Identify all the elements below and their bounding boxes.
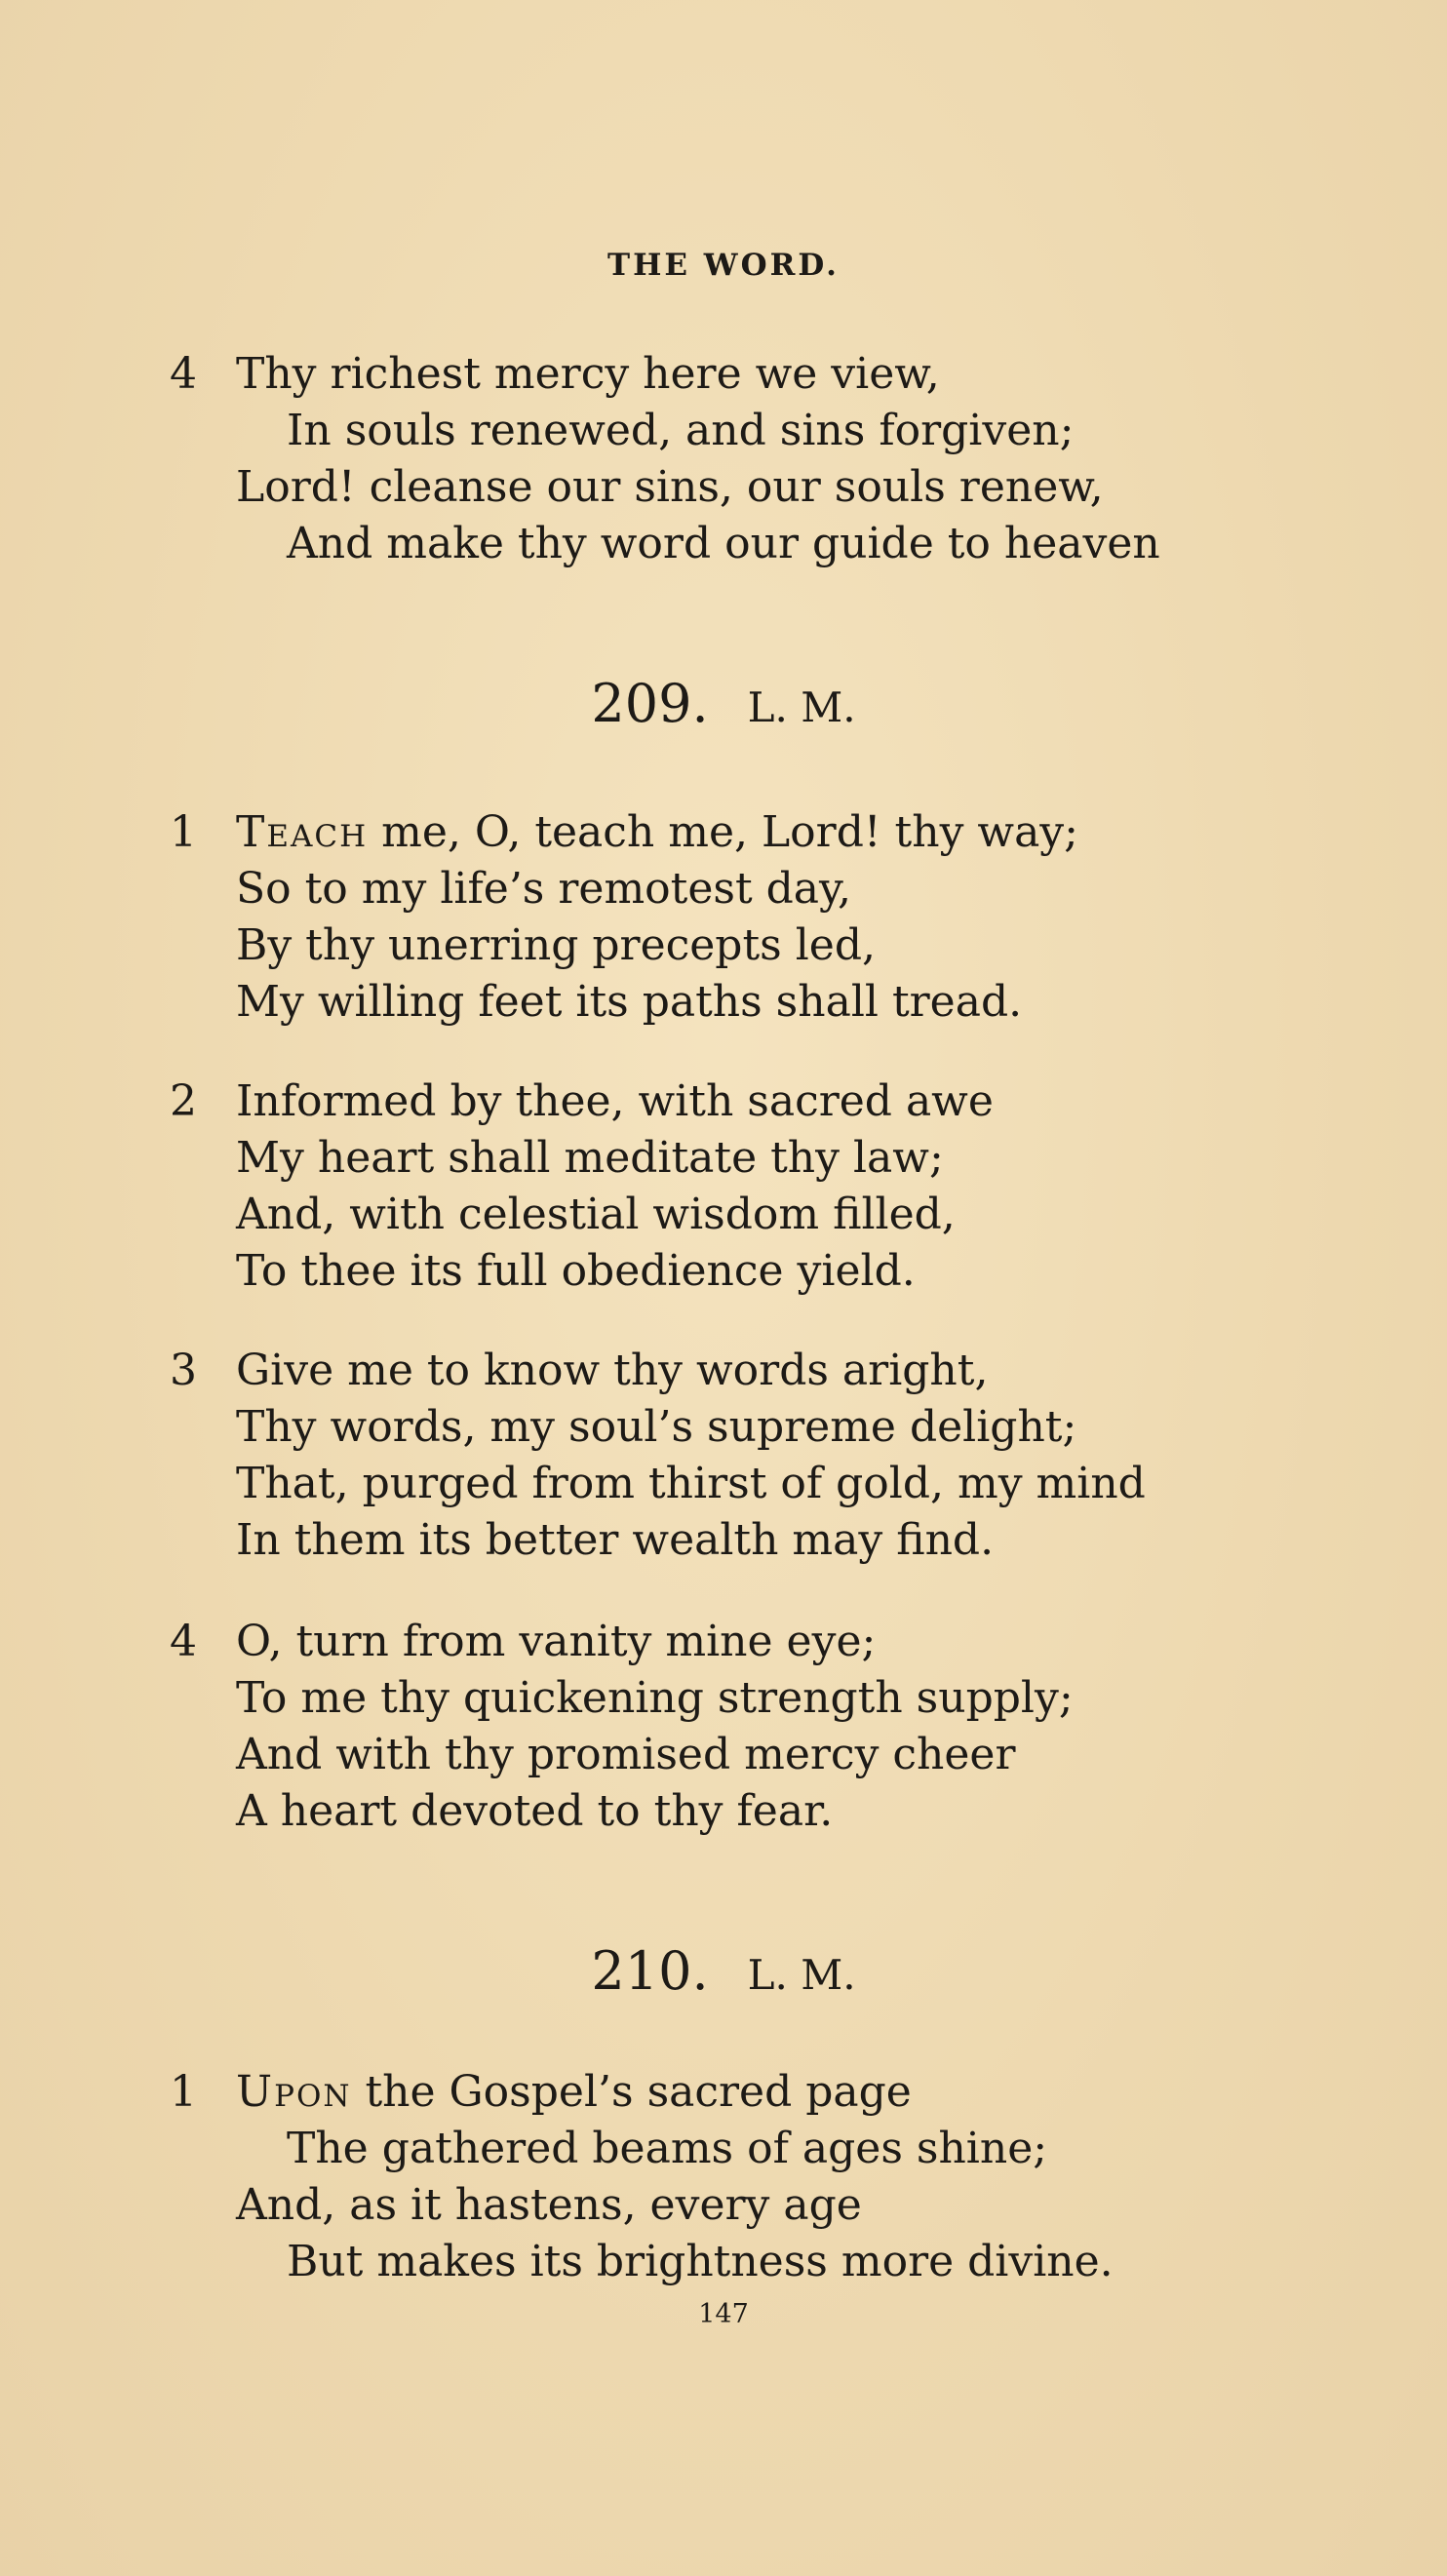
hymn-number: 210. bbox=[591, 1940, 709, 2002]
verse-number: 1 bbox=[170, 807, 197, 857]
verse-line: O, turn from vanity mine eye; bbox=[236, 1617, 877, 1666]
running-head: THE WORD. bbox=[607, 248, 840, 283]
verse-number: 4 bbox=[170, 1617, 197, 1666]
verse-line: My heart shall meditate thy law; bbox=[236, 1133, 944, 1183]
hymn-210-heading bbox=[0, 1940, 1447, 2002]
verse-line: And, with celestial wisdom filled, bbox=[236, 1190, 956, 1239]
verse-line: So to my life’s remotest day, bbox=[236, 864, 852, 914]
verse-line: Informed by thee, with sacred awe bbox=[236, 1076, 994, 1126]
verse-line: In them its better wealth may find. bbox=[236, 1515, 995, 1565]
verse-line: And with thy promised mercy cheer bbox=[236, 1730, 1016, 1779]
hymn-number: 209. bbox=[591, 673, 709, 734]
hymn-209-heading bbox=[0, 673, 1447, 734]
verse-line bbox=[236, 2065, 912, 2120]
verse-line-rest: me, O, teach me, Lord! thy way; bbox=[368, 807, 1078, 857]
verse-line: To me thy quickening strength supply; bbox=[236, 1673, 1074, 1723]
verse-line: Thy richest mercy here we view, bbox=[236, 349, 940, 399]
initial-small-caps: Upon bbox=[236, 2067, 352, 2117]
verse-line: The gathered beams of ages shine; bbox=[287, 2124, 1048, 2173]
verse-line: But makes its brightness more divine. bbox=[287, 2237, 1114, 2286]
verse-line: And make thy word our guide to heaven bbox=[287, 519, 1160, 568]
verse-line: Lord! cleanse our sins, our souls renew, bbox=[236, 462, 1104, 512]
verse-line-rest: the Gospel’s sacred page bbox=[351, 2067, 912, 2117]
verse-line: And, as it hastens, every age bbox=[236, 2180, 862, 2230]
verse-number: 4 bbox=[170, 349, 197, 399]
verse-line: To thee its full obedience yield. bbox=[236, 1246, 916, 1296]
verse-line: By thy unerring precepts led, bbox=[236, 920, 876, 970]
initial-small-caps: Teach bbox=[236, 807, 369, 857]
verse-line: My willing feet its paths shall tread. bbox=[236, 977, 1023, 1027]
verse-line: Give me to know thy words aright, bbox=[236, 1346, 989, 1395]
verse-line: Thy words, my soul’s supreme delight; bbox=[236, 1402, 1077, 1452]
verse-line: In souls renewed, and sins forgiven; bbox=[287, 406, 1075, 455]
verse-number: 1 bbox=[170, 2067, 197, 2117]
verse-number: 3 bbox=[170, 1346, 197, 1395]
hymn-meter: L. M. bbox=[747, 1951, 856, 1999]
verse-line: A heart devoted to thy fear. bbox=[236, 1786, 834, 1836]
verse-line: That, purged from thirst of gold, my mind bbox=[236, 1459, 1146, 1508]
verse-line bbox=[236, 805, 1078, 860]
verse-number: 2 bbox=[170, 1076, 197, 1126]
hymn-meter: L. M. bbox=[747, 683, 856, 731]
page-number: 147 bbox=[698, 2299, 749, 2329]
